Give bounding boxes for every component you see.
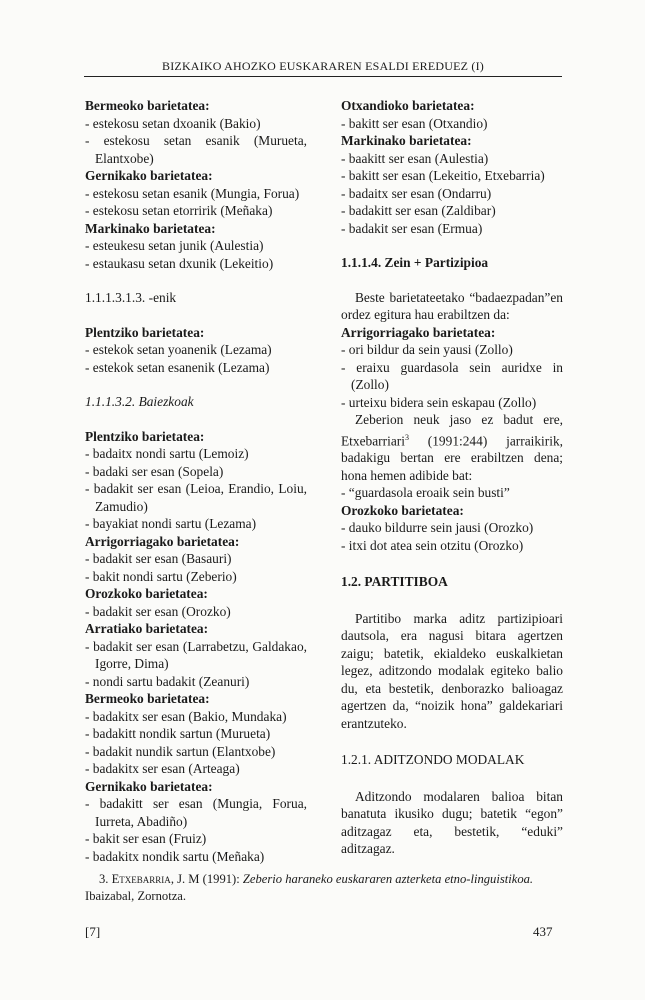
example-line: - badakitx ser esan (Arteaga)	[85, 761, 240, 776]
body-paragraph	[341, 411, 563, 484]
example-line: - badakit ser esan (Larrabetzu, Galdakao, Igorre, Dima)	[85, 638, 307, 671]
left-column	[85, 97, 307, 865]
variety-heading: Otxandioko barietatea:	[341, 98, 475, 113]
running-header: BIZKAIKO AHOZKO EUSKARAREN ESALDI EREDUEZ (I)	[162, 59, 484, 73]
footnote	[85, 871, 563, 905]
section-heading: 1.1.1.3.2. Baiezkoak	[85, 394, 194, 409]
section-heading: 1.1.1.3.1.3. -enik	[85, 290, 177, 305]
section-heading: 1.1.1.4. Zein + Partizipioa	[341, 255, 489, 270]
footnote-author: Etxebarria	[111, 872, 171, 886]
paragraph-text: (1991:244) jarraikirik, badakigu bertan ere erabiltzen dena; hona hemen adibide bat:	[341, 432, 563, 483]
variety-heading: Bermeoko barietatea:	[85, 691, 210, 706]
page-number: 437	[533, 924, 553, 939]
example-line: - badakitt nondik sartun (Murueta)	[85, 726, 271, 741]
variety-heading: Plentziko barietatea:	[85, 324, 205, 340]
example-line: - bakitt ser esan (Lekeitio, Etxebarria)	[341, 168, 545, 183]
example-line: - estaukasu setan dxunik (Lekeitio)	[85, 255, 274, 271]
example-line: - dauko bildurre sein jausi (Orozko)	[341, 520, 534, 536]
section-heading: 1.2. PARTITIBOA	[341, 574, 448, 590]
body-paragraph: Beste barietateetako “badaezpadan”en ordez egitura hau erabiltzen da:	[341, 289, 563, 322]
example-line: - badakitx ser esan (Bakio, Mundaka)	[85, 708, 287, 724]
example-line: - estekosu setan esanik (Mungia, Forua)	[85, 185, 300, 201]
example-line: - bakit ser esan (Fruiz)	[85, 831, 207, 846]
paragraph-text: Zeberion neuk jaso ez badut ere, Etxebarriari	[341, 412, 563, 448]
example-line: - estekosu setan esanik (Murueta, Elantxobe)	[85, 133, 307, 166]
variety-heading: Arratiako barietatea:	[85, 621, 209, 636]
example-line: - eraixu guardasola sein auridxe in (Zollo)	[341, 359, 563, 392]
example-line: - badakitx nondik sartu (Meñaka)	[85, 848, 265, 864]
example-line: - “guardasola eroaik sein busti”	[341, 485, 510, 501]
variety-heading: Orozkoko barietatea:	[341, 502, 464, 518]
example-line: - estekosu setan etorririk (Meñaka)	[85, 203, 273, 218]
example-line: - estekok setan yoanenik (Lezama)	[85, 342, 272, 357]
example-line: - itxi dot atea sein otzitu (Orozko)	[341, 537, 524, 553]
right-column	[341, 97, 563, 858]
example-line: - ori bildur da sein yausi (Zollo)	[341, 342, 513, 357]
example-line: - badakit nundik sartun (Elantxobe)	[85, 743, 276, 759]
example-line: - estekok setan esanenik (Lezama)	[85, 359, 270, 375]
example-line: - urteixu bidera sein eskapau (Zollo)	[341, 394, 537, 410]
variety-heading: Plentziko barietatea:	[85, 428, 205, 444]
example-line: - badakit ser esan (Leioa, Erandio, Loiu, Zamudio)	[85, 481, 307, 514]
body-paragraph: Partitibo marka aditz partizipioari dautsola, era nagusi bitara agertzen zaigu; batetik, ekialdeko euskalkietan legez, aditzondo modalak egiteko balio du, eta bestetik, denborazko balioagaz agertzen da, “noizik hona” galdekariari erantzuteko.	[341, 610, 563, 731]
variety-heading: Markinako barietatea:	[341, 133, 472, 148]
variety-heading: Markinako barietatea:	[85, 220, 216, 236]
variety-heading: Orozkoko barietatea:	[85, 586, 208, 601]
header-rule	[84, 76, 562, 77]
page-label: [7]	[85, 924, 101, 939]
example-line: - estekosu setan dxoanik (Bakio)	[85, 115, 261, 131]
example-line: - badaitx nondi sartu (Lemoiz)	[85, 446, 249, 461]
example-line: - bayakiat nondi sartu (Lezama)	[85, 516, 257, 531]
variety-heading: Gernikako barietatea:	[85, 778, 213, 794]
footnote-number: 3.	[99, 872, 109, 886]
example-line: - nondi sartu badakit (Zeanuri)	[85, 673, 250, 689]
example-line: - badakitt ser esan (Mungia, Forua, Iurreta, Abadiño)	[85, 796, 307, 829]
example-line: - esteukesu setan junik (Aulestia)	[85, 238, 264, 253]
example-line: - baakitt ser esan (Aulestia)	[341, 150, 489, 166]
example-line: - badakit ser esan (Basauri)	[85, 551, 232, 566]
footnote-citation: , J. M (1991):	[170, 872, 243, 886]
variety-heading: Arrigorriagako barietatea:	[341, 324, 496, 340]
example-line: - badaki ser esan (Sopela)	[85, 463, 224, 479]
variety-heading: Bermeoko barietatea:	[85, 98, 210, 113]
variety-heading: Gernikako barietatea:	[85, 168, 213, 183]
example-line: - bakit nondi sartu (Zeberio)	[85, 568, 237, 584]
example-line: - bakitt ser esan (Otxandio)	[341, 115, 488, 131]
footnote-marker: 3	[404, 432, 409, 442]
example-line: - badakitt ser esan (Zaldibar)	[341, 203, 496, 218]
example-line: - badakit ser esan (Ermua)	[341, 220, 483, 236]
footnote-title: Zeberio haraneko euskararen azterketa etno-linguistikoa.	[242, 872, 534, 886]
section-heading: 1.2.1. ADITZONDO MODALAK	[341, 752, 525, 768]
example-line: - badaitx ser esan (Ondarru)	[341, 185, 492, 201]
variety-heading: Arrigorriagako barietatea:	[85, 533, 240, 549]
body-paragraph: Aditzondo modalaren balioa bitan banatuta ikusiko dugu; batetik “egon” aditzagaz eta, bestetik, “eduki” aditzagaz.	[341, 788, 563, 857]
footnote-publisher: Ibaizabal, Zornotza.	[85, 889, 187, 903]
example-line: - badakit ser esan (Orozko)	[85, 603, 231, 619]
